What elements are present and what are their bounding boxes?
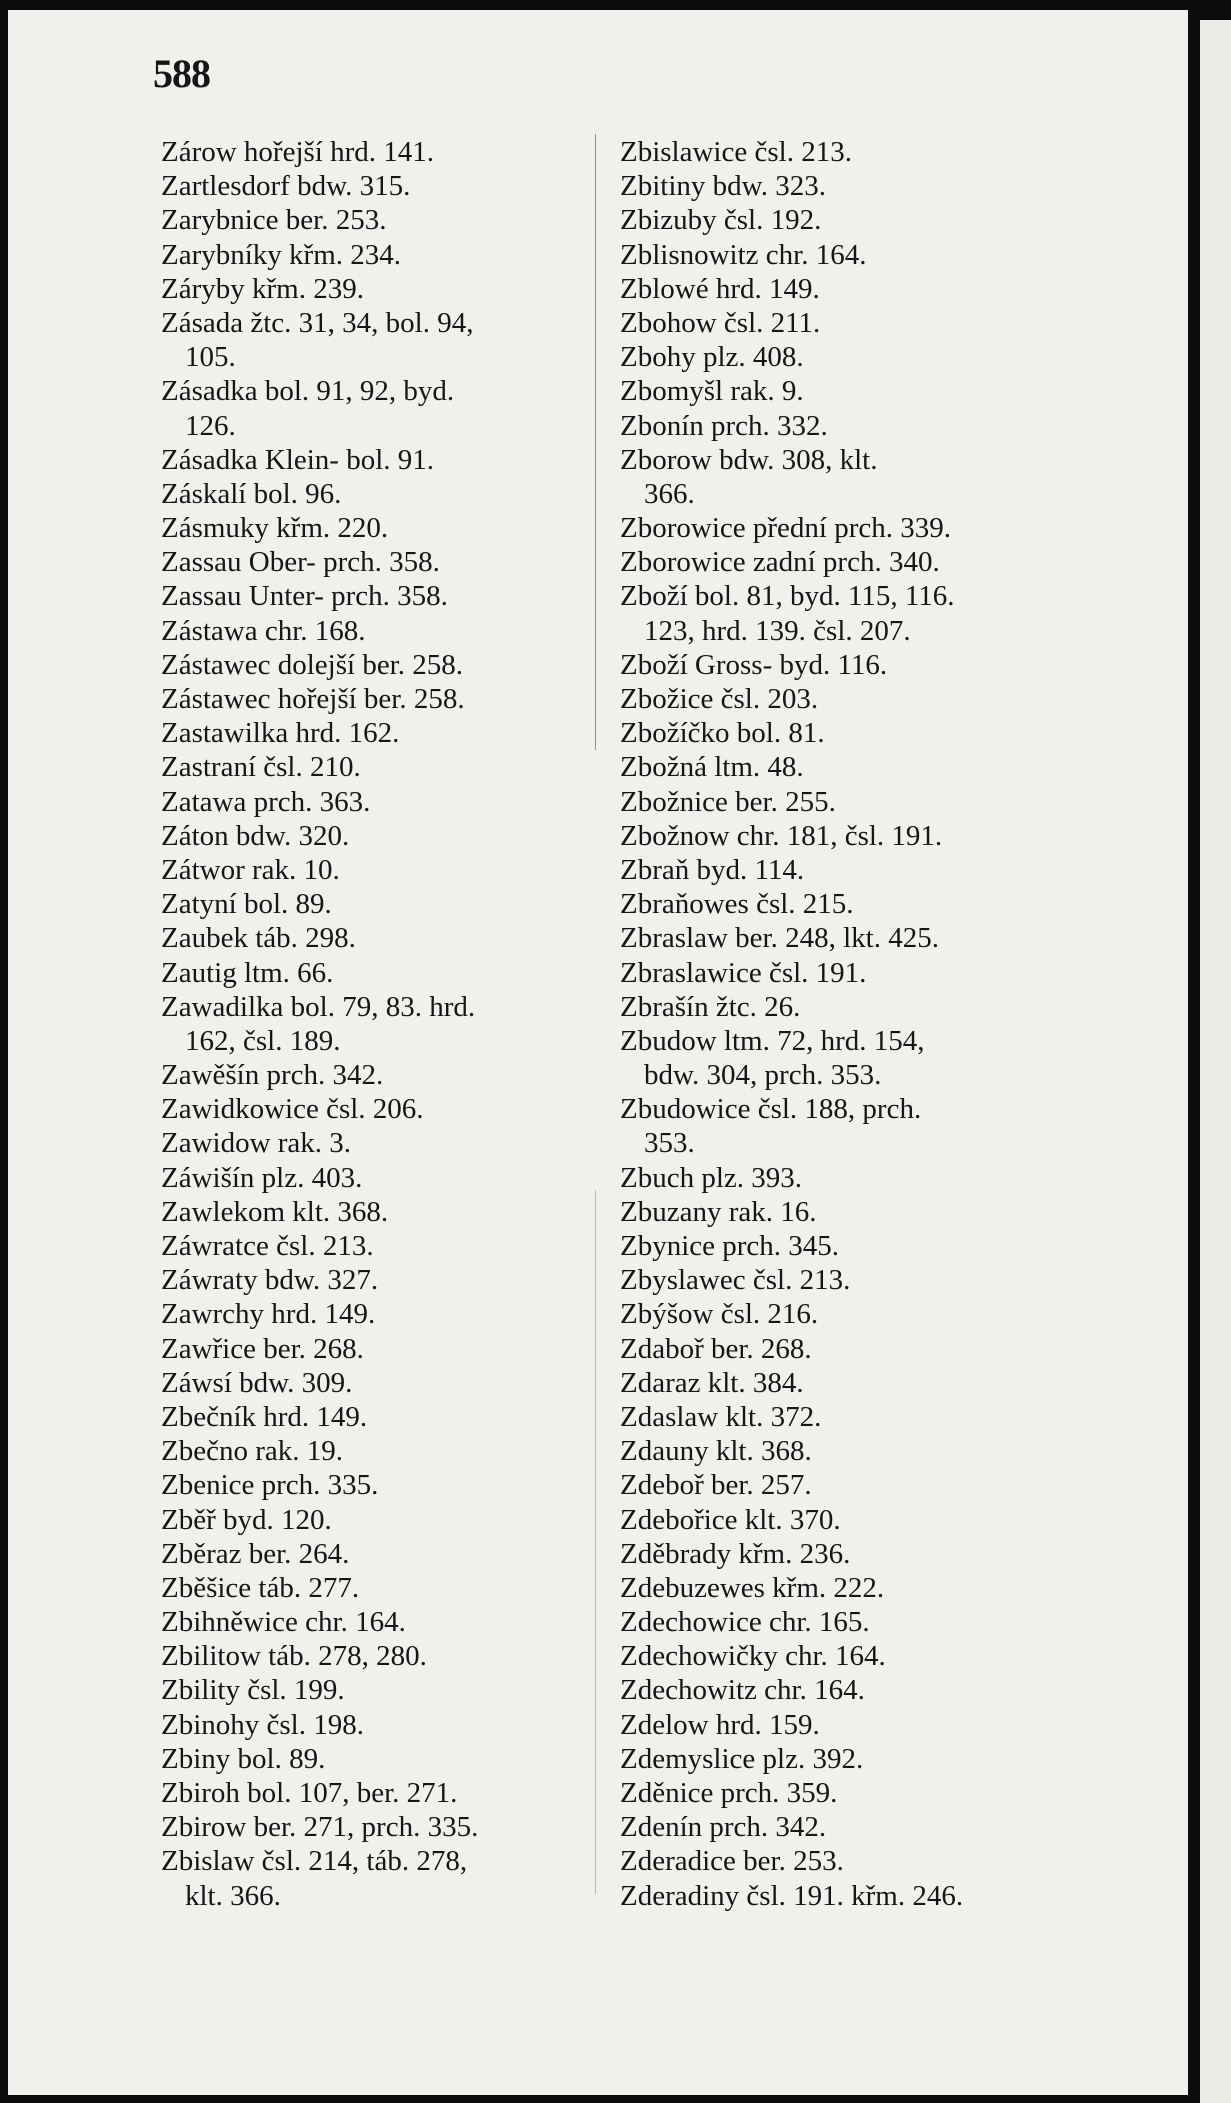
entry-text: Zbomyšl rak. 9. <box>620 375 804 408</box>
index-entry <box>161 1366 581 1400</box>
entry-text: Zdaboř ber. 268. <box>620 1332 812 1365</box>
entry-text: Zbožnice ber. 255. <box>620 785 836 818</box>
index-entry <box>620 1537 1040 1571</box>
entry-text: Zawřice ber. 268. <box>161 1332 364 1365</box>
entry-text: Zborow bdw. 308, klt. <box>620 443 878 476</box>
entry-text: Zásadka Klein- bol. 91. <box>161 443 435 476</box>
entry-text: Zásada žtc. 31, 34, bol. 94, <box>161 306 474 339</box>
entry-text: Zboží Gross- byd. 116. <box>620 648 888 681</box>
entry-text: Zbinohy čsl. 198. <box>161 1708 364 1741</box>
index-entry <box>620 1332 1040 1366</box>
index-entry <box>620 1263 1040 1297</box>
index-entry <box>620 545 1040 579</box>
entry-text: Zbizuby čsl. 192. <box>620 204 822 237</box>
index-entry <box>161 956 581 990</box>
entry-text: Zbožíčko bol. 81. <box>620 717 825 750</box>
entry-text: Zárow hořejší hrd. 141. <box>161 136 435 168</box>
entry-text: Zatawa prch. 363. <box>161 785 371 818</box>
index-entry <box>620 1161 1040 1195</box>
index-entry <box>161 1297 581 1331</box>
entry-text: Zbýšow čsl. 216. <box>620 1298 819 1331</box>
index-entry <box>620 1571 1040 1605</box>
index-entry <box>161 374 581 442</box>
entry-text: Zdemyslice plz. 392. <box>620 1742 864 1775</box>
entry-text: Zderadiny čsl. 191. křm. 246. <box>620 1879 964 1912</box>
entry-text: Zatyní bol. 89. <box>161 888 332 921</box>
entry-text: Zawadilka bol. 79, 83. hrd. <box>161 990 476 1023</box>
index-entry <box>620 169 1040 203</box>
index-entry <box>620 887 1040 921</box>
index-entry <box>161 443 581 477</box>
index-entry <box>620 238 1040 272</box>
index-entry <box>161 750 581 784</box>
index-entry <box>620 1605 1040 1639</box>
entry-text: Zbynice prch. 345. <box>620 1230 840 1262</box>
index-entry <box>620 1503 1040 1537</box>
entry-text: Zbečník hrd. 149. <box>161 1400 368 1433</box>
entry-text: Zdebuzewes křm. 222. <box>620 1571 885 1604</box>
index-entry <box>620 1229 1040 1263</box>
entry-continuation: bdw. 304, prch. 353. <box>644 1059 882 1092</box>
column-rule <box>595 134 596 1894</box>
index-entry <box>620 1776 1040 1810</box>
entry-text: Zbenice prch. 335. <box>161 1469 379 1502</box>
entry-text: Zdaraz klt. 384. <box>620 1366 804 1399</box>
index-entry <box>620 409 1040 443</box>
index-entry <box>161 1332 581 1366</box>
entry-text: Zbožná ltm. 48. <box>620 751 804 784</box>
entry-text: Zbohow čsl. 211. <box>620 306 821 339</box>
entry-text: Zderadice ber. 253. <box>620 1845 844 1878</box>
entry-text: Zawěšín prch. 342. <box>161 1059 384 1092</box>
entry-continuation: 123, hrd. 139. čsl. 207. <box>644 614 911 647</box>
index-entry <box>620 1879 1040 1913</box>
entry-text: Zassau Unter- prch. 358. <box>161 580 448 613</box>
entry-text: Zawrchy hrd. 149. <box>161 1298 376 1331</box>
index-entry <box>161 716 581 750</box>
entry-text: Zdeboř ber. 257. <box>620 1469 812 1502</box>
index-entry <box>620 135 1040 169</box>
index-entry <box>620 203 1040 237</box>
index-entry <box>620 921 1040 955</box>
entry-text: Zbožnow chr. 181, čsl. 191. <box>620 819 943 852</box>
index-entry <box>161 1844 581 1912</box>
entry-text: Zdechowice chr. 165. <box>620 1606 870 1639</box>
entry-text: Zawidow rak. 3. <box>161 1127 352 1160</box>
index-entry <box>620 511 1040 545</box>
book-page <box>8 10 1188 2095</box>
entry-text: Zbraň byd. 114. <box>620 853 805 886</box>
index-entry <box>620 1844 1040 1878</box>
index-entry <box>161 1639 581 1673</box>
index-entry <box>161 1263 581 1297</box>
index-entry <box>161 1092 581 1126</box>
entry-text: Zběraz ber. 264. <box>161 1537 350 1570</box>
entry-text: Zaubek táb. 298. <box>161 922 356 955</box>
index-entry <box>620 648 1040 682</box>
entry-text: Zboží bol. 81, byd. 115, 116. <box>620 580 955 613</box>
index-entry <box>620 1708 1040 1742</box>
index-entry <box>620 1297 1040 1331</box>
index-entry <box>161 648 581 682</box>
index-entry <box>161 1229 581 1263</box>
index-entry <box>161 169 581 203</box>
entry-text: Zastraní čsl. 210. <box>161 751 361 784</box>
index-entry <box>161 477 581 511</box>
index-entry <box>620 716 1040 750</box>
index-entry <box>161 579 581 613</box>
index-entry <box>620 579 1040 647</box>
entry-text: Zbudowice čsl. 188, prch. <box>620 1093 922 1126</box>
entry-text: Zawlekom klt. 368. <box>161 1195 389 1228</box>
index-entry <box>161 1058 581 1092</box>
entry-text: Zbislaw čsl. 214, táb. 278, <box>161 1845 468 1878</box>
index-entry <box>161 1126 581 1160</box>
index-entry <box>161 1742 581 1776</box>
entry-continuation: 366. <box>644 477 695 510</box>
index-entry <box>620 1468 1040 1502</box>
index-entry <box>620 306 1040 340</box>
index-entry <box>161 921 581 955</box>
index-entry <box>620 1434 1040 1468</box>
entry-text: Zástawec hořejší ber. 258. <box>161 683 465 715</box>
index-entry <box>620 1673 1040 1707</box>
entry-text: Zbohy plz. 408. <box>620 341 804 374</box>
index-entry <box>620 374 1040 408</box>
index-entry <box>161 1161 581 1195</box>
entry-text: Zartlesdorf bdw. 315. <box>161 170 411 203</box>
index-entry <box>161 819 581 853</box>
entry-text: Zbitiny bdw. 323. <box>620 170 826 203</box>
index-entry <box>620 1810 1040 1844</box>
index-entry <box>620 819 1040 853</box>
entry-text: Zběšice táb. 277. <box>161 1571 360 1604</box>
index-entry <box>161 614 581 648</box>
entry-text: Zblowé hrd. 149. <box>620 272 820 305</box>
entry-text: Zbiroh bol. 107, ber. 271. <box>161 1777 458 1809</box>
index-entry <box>620 1195 1040 1229</box>
entry-text: Zbihněwice chr. 164. <box>161 1606 406 1639</box>
entry-text: Zdauny klt. 368. <box>620 1435 812 1468</box>
entry-text: Záton bdw. 320. <box>161 819 350 852</box>
index-entry <box>161 1400 581 1434</box>
index-entry <box>620 1366 1040 1400</box>
entry-continuation: klt. 366. <box>185 1879 281 1912</box>
index-entry <box>161 887 581 921</box>
index-entry <box>161 545 581 579</box>
entry-text: Zástawa chr. 168. <box>161 614 366 647</box>
entry-text: Zbuzany rak. 16. <box>620 1195 817 1228</box>
index-column-left <box>161 135 581 1913</box>
entry-text: Zbilitow táb. 278, 280. <box>161 1640 427 1673</box>
entry-text: Záwsí bdw. 309. <box>161 1366 353 1399</box>
index-entry <box>161 272 581 306</box>
entry-text: Zautig ltm. 66. <box>161 956 334 989</box>
index-entry <box>620 1024 1040 1092</box>
index-entry <box>620 272 1040 306</box>
index-entry <box>161 1708 581 1742</box>
entry-text: Zbraslawice čsl. 191. <box>620 956 867 989</box>
index-entry <box>161 1195 581 1229</box>
entry-text: Zbility čsl. 199. <box>161 1674 345 1707</box>
index-entry <box>161 853 581 887</box>
index-entry <box>620 785 1040 819</box>
index-entry <box>161 135 581 169</box>
index-entry <box>620 443 1040 511</box>
entry-text: Zbonín prch. 332. <box>620 409 828 442</box>
entry-text: Zástawec dolejší ber. 258. <box>161 648 463 681</box>
index-entry <box>620 682 1040 716</box>
index-entry <box>161 785 581 819</box>
index-entry <box>161 203 581 237</box>
index-entry <box>620 956 1040 990</box>
entry-text: Zbirow ber. 271, prch. 335. <box>161 1811 479 1844</box>
entry-text: Zbraňowes čsl. 215. <box>620 888 854 921</box>
index-entry <box>620 1742 1040 1776</box>
entry-text: Zbrašín žtc. 26. <box>620 990 801 1023</box>
index-entry <box>161 1810 581 1844</box>
entry-text: Záwišín plz. 403. <box>161 1161 363 1194</box>
index-entry <box>161 1571 581 1605</box>
entry-continuation: 126. <box>185 409 236 442</box>
index-entry <box>620 853 1040 887</box>
entry-text: Zdechowičky chr. 164. <box>620 1640 886 1673</box>
entry-text: Zassau Ober- prch. 358. <box>161 546 440 579</box>
entry-text: Zawidkowice čsl. 206. <box>161 1093 424 1126</box>
index-entry <box>620 750 1040 784</box>
entry-text: Zastawilka hrd. 162. <box>161 717 400 750</box>
index-entry <box>161 990 581 1058</box>
entry-text: Zdebořice klt. 370. <box>620 1503 841 1536</box>
index-entry <box>161 1468 581 1502</box>
entry-text: Zbuch plz. 393. <box>620 1161 803 1194</box>
index-entry <box>161 511 581 545</box>
entry-text: Zborowice zadní prch. 340. <box>620 546 940 579</box>
page-number: 588 <box>153 51 210 96</box>
adjacent-page-edge <box>1200 20 1231 2103</box>
entry-text: Zdelow hrd. 159. <box>620 1708 820 1741</box>
entry-text: Zbudow ltm. 72, hrd. 154, <box>620 1024 925 1057</box>
entry-continuation: 162, čsl. 189. <box>185 1024 341 1057</box>
index-entry <box>620 990 1040 1024</box>
entry-text: Zbislawice čsl. 213. <box>620 136 852 168</box>
index-entry <box>620 1400 1040 1434</box>
entry-continuation: 353. <box>644 1127 695 1160</box>
index-entry <box>161 1537 581 1571</box>
entry-continuation: 105. <box>185 341 236 374</box>
entry-text: Zarybnice ber. 253. <box>161 204 387 237</box>
index-entry <box>161 1776 581 1810</box>
entry-text: Zbečno rak. 19. <box>161 1435 343 1468</box>
entry-text: Zarybníky křm. 234. <box>161 238 402 271</box>
entry-text: Zděbrady křm. 236. <box>620 1537 851 1570</box>
entry-text: Zdaslaw klt. 372. <box>620 1400 822 1433</box>
entry-text: Záskalí bol. 96. <box>161 477 342 510</box>
index-entry <box>161 1605 581 1639</box>
index-entry <box>161 238 581 272</box>
entry-text: Zásmuky křm. 220. <box>161 512 389 545</box>
entry-text: Záwratce čsl. 213. <box>161 1230 374 1262</box>
index-entry <box>620 1639 1040 1673</box>
index-entry <box>161 682 581 716</box>
entry-text: Zběř byd. 120. <box>161 1503 332 1536</box>
index-entry <box>161 1673 581 1707</box>
index-entry <box>161 1503 581 1537</box>
entry-text: Záwraty bdw. 327. <box>161 1264 379 1297</box>
entry-text: Zbožice čsl. 203. <box>620 683 819 715</box>
entry-text: Zbyslawec čsl. 213. <box>620 1264 851 1297</box>
entry-text: Zbiny bol. 89. <box>161 1742 326 1775</box>
index-entry <box>161 306 581 374</box>
entry-text: Zdechowitz chr. 164. <box>620 1674 865 1707</box>
index-entry <box>620 340 1040 374</box>
entry-text: Zděnice prch. 359. <box>620 1777 838 1809</box>
entry-text: Zásadka bol. 91, 92, byd. <box>161 375 455 408</box>
index-column-right <box>620 135 1040 1913</box>
entry-text: Zátwor rak. 10. <box>161 853 340 886</box>
entry-text: Zborowice přední prch. 339. <box>620 512 951 545</box>
index-entry <box>620 1092 1040 1160</box>
entry-text: Záryby křm. 239. <box>161 272 364 305</box>
entry-text: Zdenín prch. 342. <box>620 1811 827 1844</box>
entry-text: Zblisnowitz chr. 164. <box>620 238 867 271</box>
index-entry <box>161 1434 581 1468</box>
entry-text: Zbraslaw ber. 248, lkt. 425. <box>620 922 939 955</box>
